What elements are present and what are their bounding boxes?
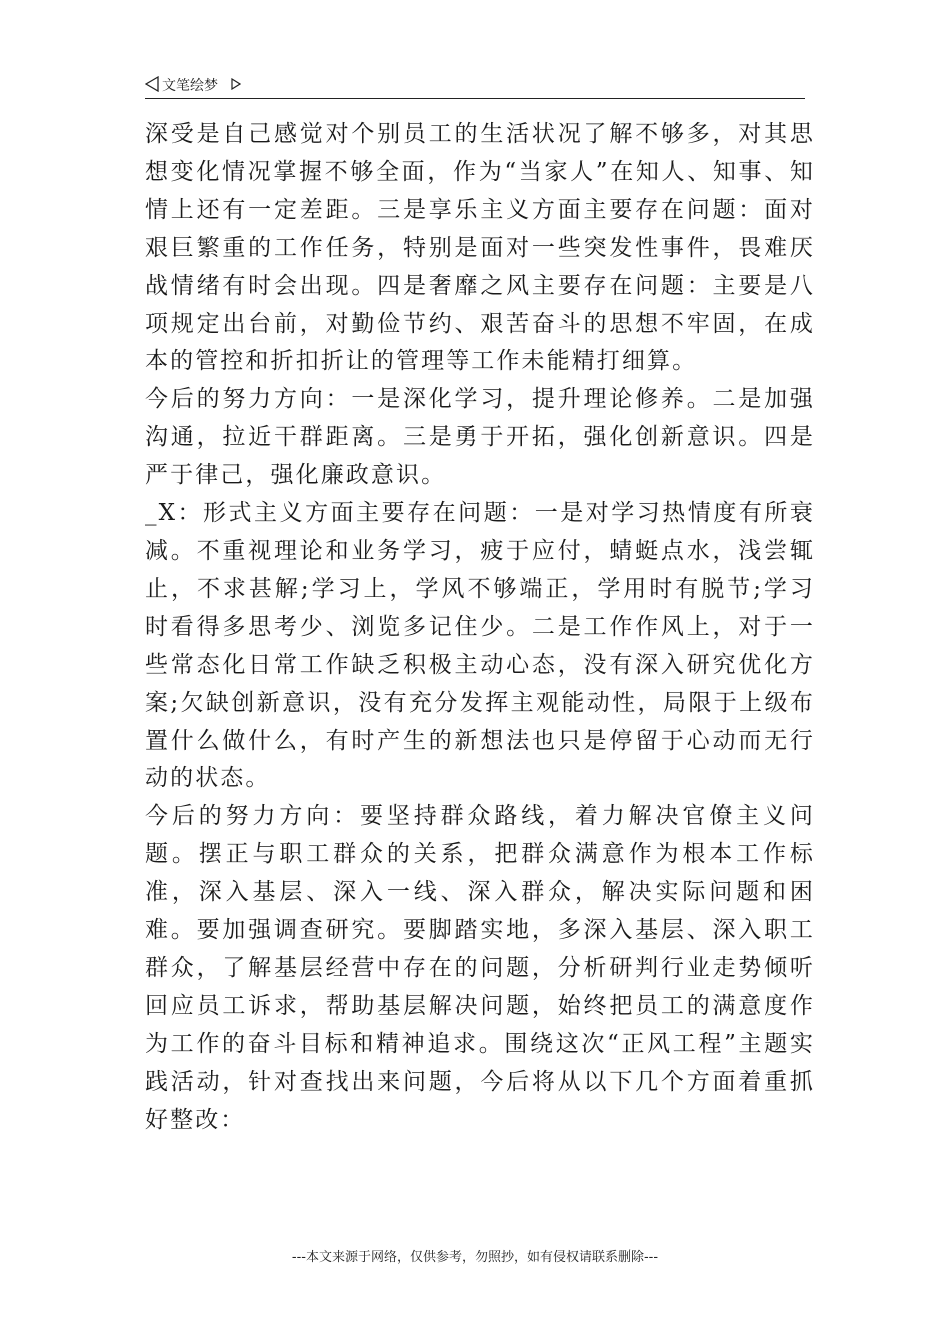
page-header: [145, 72, 805, 99]
body-paragraph: 深受是自己感觉对个别员工的生活状况了解不够多，对其思想变化情况掌握不够全面，作为“当家人”在知人、知事、知情上还有一定差距。三是享乐主义方面主要存在问题：面对艰巨繁重的工作任务，特别是面对一些突发性事件，畏难厌战情绪有时会出现。四是奢靡之风主要存在问题：主要是八项规定出台前，对勤俭节约、艰苦奋斗的思想不牢固，在成本的管控和折扣折让的管理等工作未能精打细算。: [145, 121, 815, 375]
triangle-left-icon: [145, 76, 159, 92]
document-body: [145, 116, 815, 1139]
page-footer-disclaimer: ---本文来源于网络，仅供参考，勿照抄，如有侵权请联系删除---: [291, 1250, 659, 1265]
triangle-right-icon: [231, 78, 241, 90]
header-brand: 文笔绘梦: [162, 78, 218, 94]
body-paragraph: 今后的努力方向：要坚持群众路线，着力解决官僚主义问题。摆正与职工群众的关系，把群众满意作为根本工作标准，深入基层、深入一线、深入群众，解决实际问题和困难。要加强调查研究。要脚踏实地，多深入基层、深入职工群众，了解基层经营中存在的问题，分析研判行业走势倾听回应员工诉求，帮助基层解决问题，始终把员工的满意度作为工作的奋斗目标和精神追求。围绕这次“正风工程”主题实践活动，针对查找出来问题，今后将从以下几个方面着重抓好整改：: [145, 803, 815, 1133]
body-paragraph: 今后的努力方向：一是深化学习，提升理论修养。二是加强沟通，拉近干群距离。三是勇于开拓，强化创新意识。四是严于律己，强化廉政意识。: [145, 386, 815, 489]
body-paragraph: _X：形式主义方面主要存在问题：一是对学习热情度有所衰减。不重视理论和业务学习，疲于应付，蜻蜓点水，浅尝辄止，不求甚解;学习上，学风不够端正，学用时有脱节;学习时看得多思考少、浏览多记住少。二是工作作风上，对于一些常态化日常工作缺乏积极主动心态，没有深入研究优化方案;欠缺创新意识，没有充分发挥主观能动性，局限于上级布置什么做什么，有时产生的新想法也只是停留于心动而无行动的状态。: [145, 500, 815, 792]
